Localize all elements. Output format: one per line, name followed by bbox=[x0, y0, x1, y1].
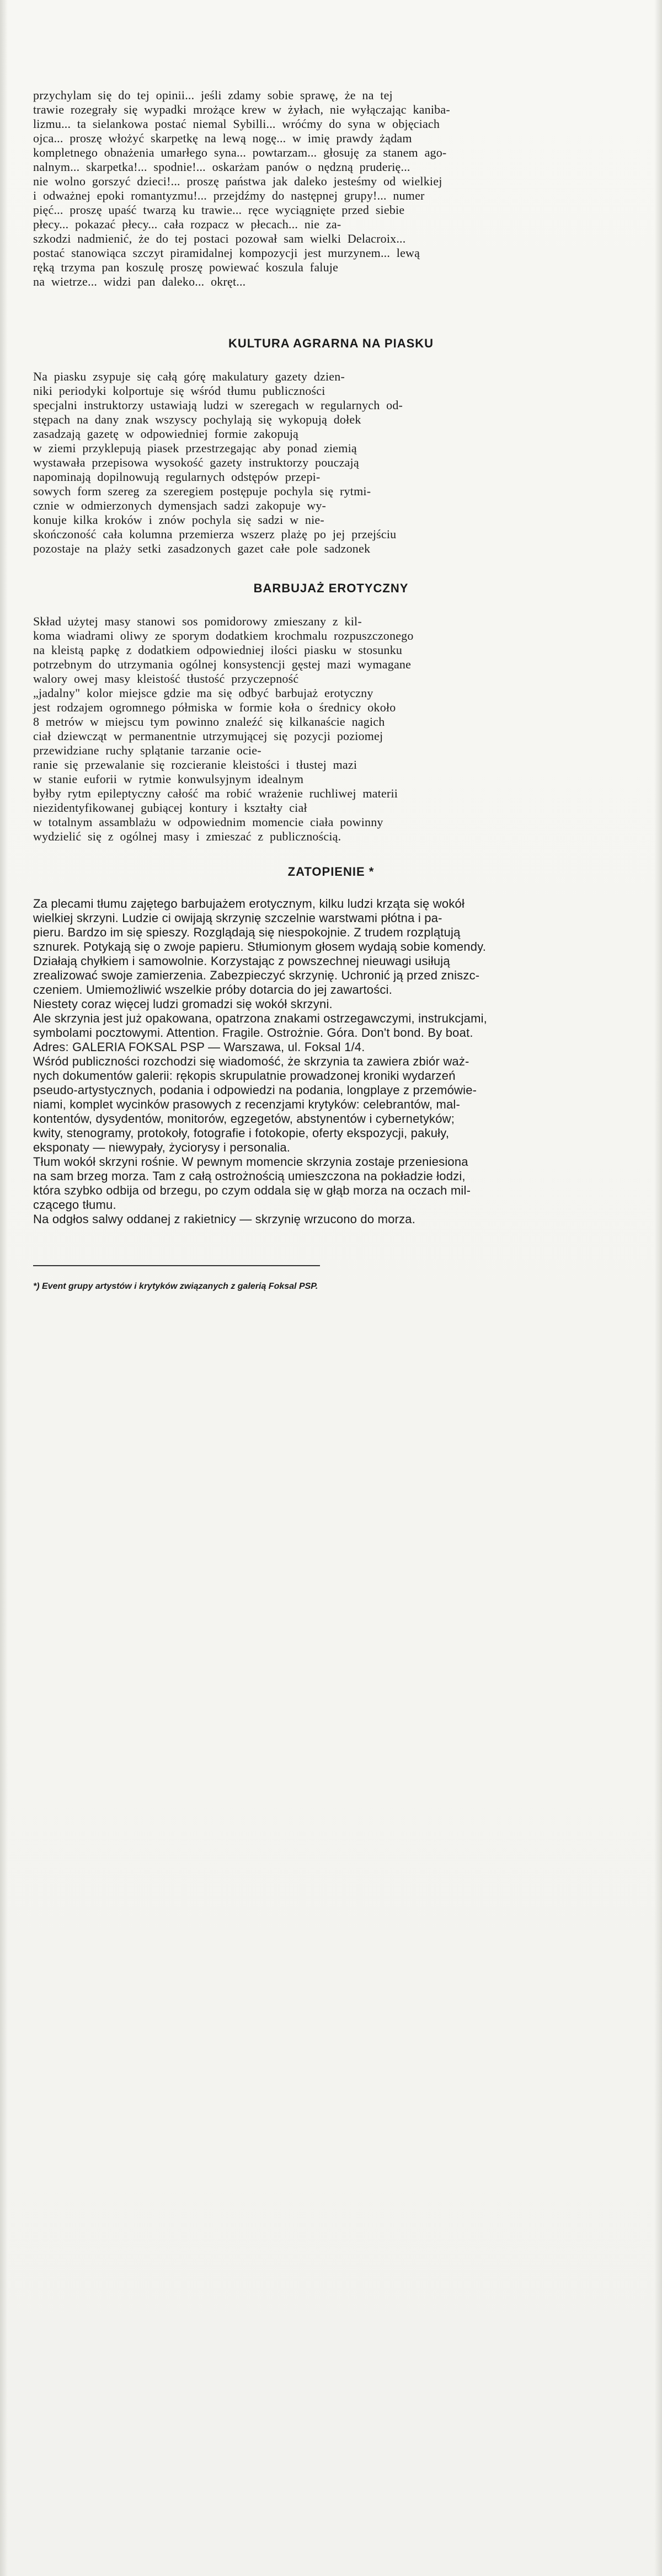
text-line: przychylam się do tej opinii... jeśli zdamy sobie sprawę, że na tej bbox=[33, 88, 393, 102]
text-line: sznurek. Potykają się o zwoje papieru. Stłumionym głosem wydają sobie komendy. bbox=[33, 940, 487, 954]
text-line: potrzebnym do utrzymania ogólnej konsystencji gęstej mazi wymagane bbox=[33, 657, 412, 671]
text-line: sowych form szereg za szeregiem postępuje pochyla się rytmi- bbox=[33, 484, 371, 498]
text-line: 8 metrów w miejscu tym powinno znaleźć się kilkanaście nagich bbox=[33, 715, 385, 729]
text-line: ręką trzyma pan koszulę proszę powiewać koszula faluje bbox=[33, 260, 339, 274]
section-title-zatopienie: ZATOPIENIE * bbox=[287, 865, 375, 879]
text-line: Tłum wokół skrzyni rośnie. W pewnym momencie skrzynia zostaje przeniesiona bbox=[33, 1155, 468, 1169]
text-line: przewidziane ruchy splątanie tarzanie ocie- bbox=[33, 743, 261, 757]
text-line: specjalni instruktorzy ustawiają ludzi w szeregach w regularnych od- bbox=[33, 398, 403, 412]
intro-paragraph bbox=[33, 88, 629, 289]
text-line: w ziemi przyklepują piasek przestrzegając aby ponad ziemią bbox=[33, 441, 357, 455]
text-line: postać stanowiąca szczyt piramidalnej kompozycji jest murzynem... lewą bbox=[33, 246, 420, 260]
text-line: pięć... proszę upaść twarzą ku trawie... ręce wyciągnięte przed siebie bbox=[33, 203, 405, 217]
text-line: Adres: GALERIA FOKSAL PSP — Warszawa, ul. Foksal 1/4. bbox=[33, 1040, 365, 1054]
text-line: wydzielić się z ogólnej masy i zmieszać z publicznością. bbox=[33, 829, 341, 843]
text-line: niami, komplet wycinków prasowych z recenzjami krytyków: celebrantów, mal- bbox=[33, 1097, 461, 1111]
text-line: na wietrze... widzi pan daleko... okręt... bbox=[33, 275, 246, 288]
text-line: pieru. Bardzo im się spieszy. Rozglądają się niespokojnie. Z trudem rozplątują bbox=[33, 925, 461, 939]
text-line: nych dokumentów galerii: rękopis skrupulatnie prowadzonej kroniki wydarzeń bbox=[33, 1069, 456, 1083]
text-line: która szybko odbija od brzegu, po czym oddala się w głąb morza na oczach mil- bbox=[33, 1183, 471, 1197]
text-line: skończoność cała kolumna przemierza wszerz plażę po jej przejściu bbox=[33, 527, 397, 541]
text-line: Na piasku zsypuje się całą górę makulatury gazety dzien- bbox=[33, 369, 345, 383]
text-line: w totalnym assamblażu w odpowiednim momencie ciała powinny bbox=[33, 815, 383, 829]
footnote: *) Event grupy artystów i krytyków związanych z galerią Foksal PSP. bbox=[33, 1282, 318, 1291]
text-line: nalnym... skarpetka!... spodnie!... oskarżam panów o nędzną pruderię... bbox=[33, 160, 410, 174]
text-line: w stanie euforii w rytmie konwulsyjnym idealnym bbox=[33, 772, 304, 786]
text-line: ojca... proszę włożyć skarpetkę na lewą nogę... w imię prawdy żądam bbox=[33, 131, 412, 145]
text-line: Na odgłos salwy oddanej z rakietnicy — skrzynię wrzucono do morza. bbox=[33, 1212, 416, 1226]
kultura-paragraph bbox=[33, 369, 629, 556]
text-line: i odważnej epoki romantyzmu!... przejdźmy do następnej grupy!... numer bbox=[33, 189, 425, 202]
text-line: szkodzi nadmienić, że do tej postaci pozował sam wielki Delacroix... bbox=[33, 232, 406, 245]
text-line: niezidentyfikowanej gubiącej kontury i kształty ciał bbox=[33, 801, 307, 815]
text-line: czącego tłumu. bbox=[33, 1198, 116, 1212]
section-title-barbujaz: BARBUJAŻ EROTYCZNY bbox=[253, 581, 409, 595]
text-line: cznie w odmierzonych dymensjach sadzi zakopuje wy- bbox=[33, 499, 327, 512]
text-line: na kleistą papkę z dodatkiem odpowiedniej ilości piasku w stosunku bbox=[33, 643, 403, 657]
text-line: stępach na dany znak wszyscy pochylają się wykopują dołek bbox=[33, 413, 361, 426]
text-line: lizmu... ta sielankowa postać niemal Sybilli... wróćmy do syna w objęciach bbox=[33, 117, 440, 131]
document-content bbox=[33, 88, 629, 1294]
text-line: Wśród publiczności rozchodzi się wiadomość, że skrzynia ta zawiera zbiór waż- bbox=[33, 1054, 469, 1068]
text-line: kontentów, dysydentów, monitorów, egzegetów, abstynentów i cybernetyków; bbox=[33, 1112, 455, 1126]
text-line: koma wiadrami oliwy ze sporym dodatkiem krochmalu rozpuszczonego bbox=[33, 629, 414, 642]
text-line: pseudo-artystycznych, podania i odpowiedzi na podania, longplaye z przemówie- bbox=[33, 1083, 477, 1097]
text-line: Skład użytej masy stanowi sos pomidorowy zmieszany z kil- bbox=[33, 614, 362, 628]
text-line: kompletnego obnażenia umarłego syna... powtarzam... głosuję za stanem ago- bbox=[33, 146, 447, 159]
page-right-edge bbox=[654, 0, 662, 2576]
text-line: Za plecami tłumu zajętego barbujażem erotycznym, kilku ludzi krząta się wokół bbox=[33, 897, 465, 911]
text-line: trawie rozegrały się wypadki mrożące krew w żyłach, nie wyłączając kaniba- bbox=[33, 103, 450, 116]
text-line: napominają dopilnowują regularnych odstępów przepi- bbox=[33, 470, 321, 484]
text-line: wystawała przepisowa wysokość gazety instruktorzy pouczają bbox=[33, 456, 359, 469]
text-line: „jadalny" kolor miejsce gdzie ma się odbyć barbujaż erotyczny bbox=[33, 686, 373, 700]
text-line: nie wolno gorszyć dzieci!... proszę państwa jak daleko jesteśmy od wielkiej bbox=[33, 174, 442, 188]
text-line: kwity, stenogramy, protokoły, fotografie i fotokopie, oferty ekspozycji, pakuły, bbox=[33, 1126, 450, 1140]
text-line: zasadzają gazetę w odpowiedniej formie zakopują bbox=[33, 427, 299, 441]
text-line: eksponaty — niewypały, życiorysy i personalia. bbox=[33, 1140, 291, 1154]
zatopienie-paragraph bbox=[33, 897, 629, 1227]
text-line: Ale skrzynia jest już opakowana, opatrzona znakami ostrzegawczymi, instrukcjami, bbox=[33, 1011, 487, 1025]
text-line: byłby rytm epileptyczny całość ma robić wrażenie ruchliwej materii bbox=[33, 786, 398, 800]
text-line: konuje kilka kroków i znów pochyla się sadzi w nie- bbox=[33, 513, 324, 527]
text-line: ciał dziewcząt w permanentnie utrzymującej się pozycji poziomej bbox=[33, 729, 383, 743]
text-line: pozostaje na plaży setki zasadzonych gazet całe pole sadzonek bbox=[33, 542, 371, 555]
text-line: Działają chyłkiem i samowolnie. Korzystając z powszechnej nieuwagi usiłują bbox=[33, 954, 450, 968]
text-line: wielkiej skrzyni. Ludzie ci owijają skrzynię szczelnie warstwami płótna i pa- bbox=[33, 911, 442, 925]
text-line: ranie się przewalanie się rozcieranie kleistości i tłustej mazi bbox=[33, 758, 357, 772]
footnote-divider bbox=[33, 1265, 320, 1266]
text-line: walory owej masy kleistość tłustość przyczepność bbox=[33, 672, 299, 685]
page-left-edge bbox=[0, 0, 8, 2576]
text-line: symbolami pocztowymi. Attention. Fragile. Ostrożnie. Góra. Don't bond. By boat. bbox=[33, 1026, 473, 1040]
text-line: płecy... pokazać płecy... cała rozpacz w płecach... nie za- bbox=[33, 217, 341, 231]
section-title-kultura: KULTURA AGRARNA NA PIASKU bbox=[228, 336, 434, 350]
text-line: Niestety coraz więcej ludzi gromadzi się wokół skrzyni. bbox=[33, 997, 333, 1011]
barbujaz-paragraph bbox=[33, 614, 629, 844]
text-line: czeniem. Umiemożliwić wszelkie próby dotarcia do jej zawartości. bbox=[33, 983, 393, 997]
text-line: zrealizować swoje zamierzenia. Zabezpieczyć skrzynię. Uchronić ją przed zniszc- bbox=[33, 968, 480, 982]
text-line: jest rodzajem ogromnego półmiska w formie koła o średnicy około bbox=[33, 700, 396, 714]
text-line: na sam brzeg morza. Tam z całą ostrożnością umieszczona na pokładzie łodzi, bbox=[33, 1169, 466, 1183]
text-line: niki periodyki kolportuje się wśród tłumu publiczności bbox=[33, 384, 325, 398]
